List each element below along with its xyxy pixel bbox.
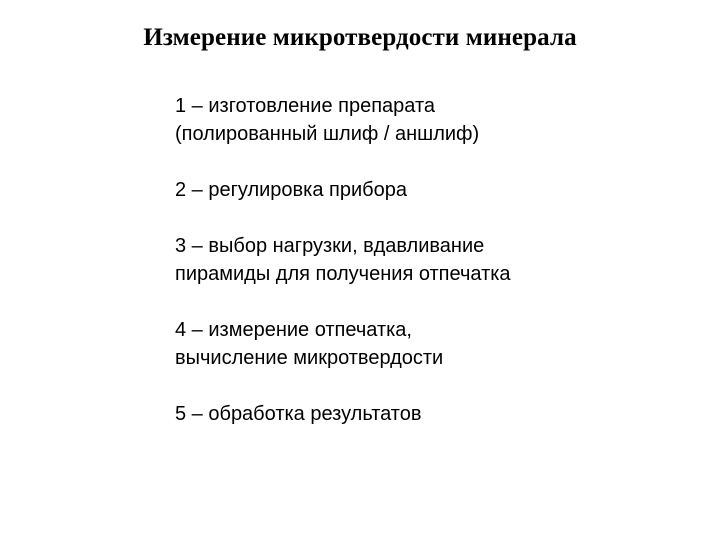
step-5-line-1: 5 – обработка результатов (175, 403, 422, 425)
step-2-line-1: 2 – регулировка прибора (175, 179, 407, 201)
step-3-line-1: 3 – выбор нагрузки, вдавливание (175, 235, 485, 257)
slide-title: Измерение микротвердости минерала (143, 24, 577, 51)
step-item-4 (175, 316, 695, 372)
step-item-1 (175, 92, 695, 148)
step-item-2 (175, 176, 695, 204)
step-item-3 (175, 232, 695, 288)
steps-list (175, 92, 695, 428)
step-1-line-2: (полированный шлиф / аншлиф) (175, 123, 480, 145)
step-3-line-2: пирамиды для получения отпечатка (175, 263, 511, 285)
step-4-line-2: вычисление микротвердости (175, 347, 444, 369)
step-4-line-1: 4 – измерение отпечатка, (175, 319, 412, 341)
step-item-5 (175, 400, 695, 428)
step-1-line-1: 1 – изготовление препарата (175, 95, 436, 117)
